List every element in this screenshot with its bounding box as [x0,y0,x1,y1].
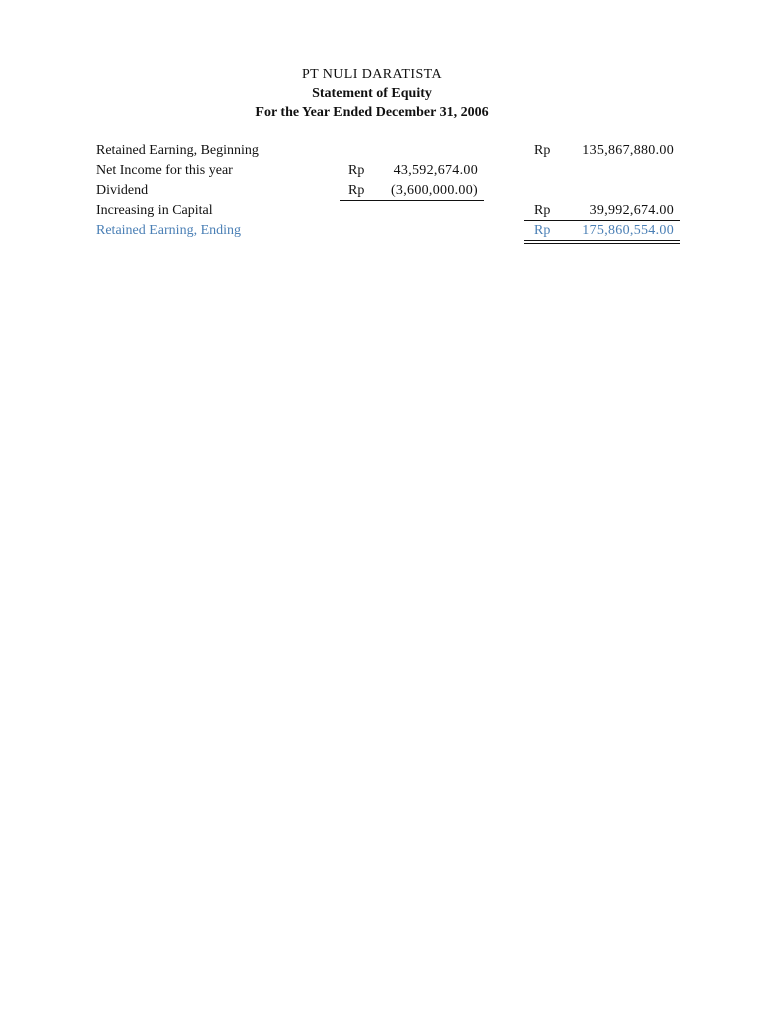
row-currency-retained-beginning: Rp [534,143,551,158]
row-amount-retained-beginning: 135,867,880.00 [582,143,674,158]
row-amount-dividend: (3,600,000.00) [390,183,478,198]
statement-title: Statement of Equity [312,86,432,101]
statement-period: For the Year Ended December 31, 2006 [255,105,489,120]
row-currency-increasing-capital: Rp [534,203,551,218]
double-underline-bottom [524,243,680,244]
row-label-net-income: Net Income for this year [96,163,233,178]
row-amount-net-income: 43,592,674.00 [393,163,478,178]
row-label-increasing-capital: Increasing in Capital [96,203,213,218]
row-currency-dividend: Rp [348,183,365,198]
row-label-retained-ending: Retained Earning, Ending [96,223,242,238]
row-amount-increasing-capital: 39,992,674.00 [589,203,674,218]
row-currency-net-income: Rp [348,163,365,178]
total-underline [524,220,680,221]
row-amount-retained-ending: 175,860,554.00 [582,223,674,238]
row-label-dividend: Dividend [96,183,149,198]
subtotal-underline [340,200,484,201]
company-name: PT NULI DARATISTA [302,67,442,82]
double-underline-top [524,240,680,241]
row-label-retained-beginning: Retained Earning, Beginning [96,143,259,158]
row-currency-retained-ending: Rp [534,223,551,238]
